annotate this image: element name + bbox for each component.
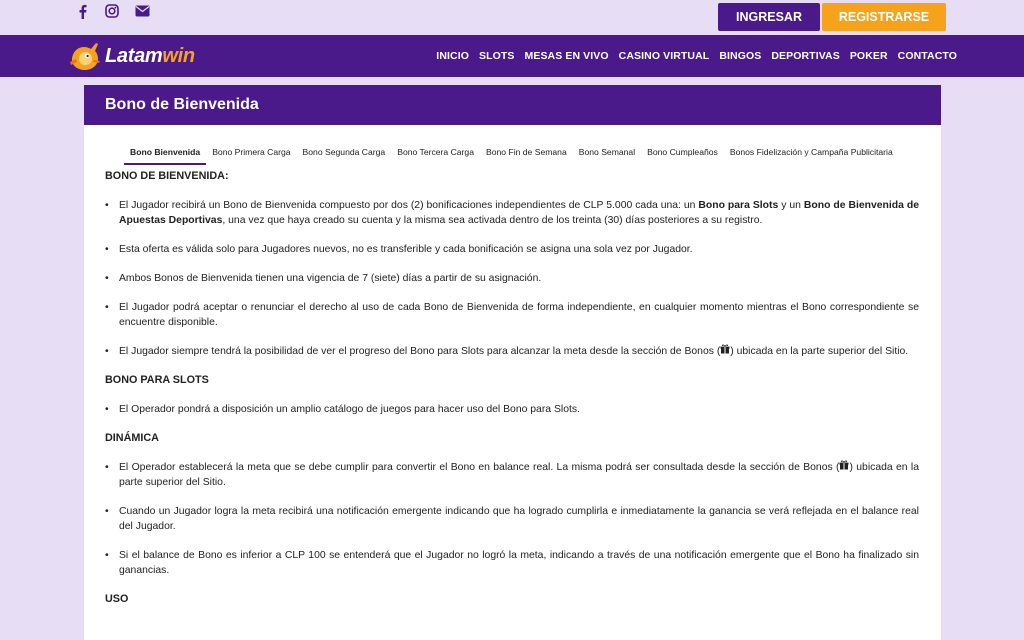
bullet: • xyxy=(105,550,109,561)
content-card xyxy=(84,85,941,640)
facebook-icon[interactable] xyxy=(74,3,90,19)
list-item-text: Ambos Bonos de Bienvenida tienen una vigencia de 7 (siete) días a partir de su asignación. xyxy=(119,273,542,284)
gift-icon xyxy=(720,344,730,354)
tab-bono-segunda-carga[interactable]: Bono Segunda Carga xyxy=(302,147,386,157)
list-item-text: Cuando un Jugador logra la meta recibirá una notificación emergente indicando que ha logrado cumplirla e inmediatamente la ganancia se verá reflejada en el balance real del Jugador. xyxy=(119,506,919,532)
list-item xyxy=(105,344,919,359)
section-heading: BONO PARA SLOTS xyxy=(105,374,209,386)
login-button[interactable]: INGRESAR xyxy=(718,3,820,31)
brand-name: Latamwin xyxy=(105,44,195,67)
social-links xyxy=(74,3,150,19)
tab-bonos-fidelizacion[interactable]: Bonos Fidelización y Campaña Publicitaria xyxy=(729,147,893,157)
instagram-icon[interactable] xyxy=(104,3,120,19)
bullet: • xyxy=(105,200,109,211)
section-heading: USO xyxy=(105,593,129,605)
main-nav xyxy=(436,35,957,77)
list-item xyxy=(105,242,919,257)
list-item xyxy=(105,460,919,490)
bullet: • xyxy=(105,462,109,473)
page-title: Bono de Bienvenida xyxy=(105,96,259,113)
list-item-text: El Jugador recibirá un Bono de Bienvenida compuesto por dos (2) bonificaciones independientes de CLP 5.000 cada una: un Bono para Slots y un Bono de Bienvenida de Apuestas Deportivas, una vez que haya creado su cuenta y la misma sea activada dentro de los treinta (30) días posteriores a su registro. xyxy=(119,200,919,226)
email-icon[interactable] xyxy=(134,3,150,19)
main-navbar xyxy=(0,35,1024,77)
section-heading: DINÁMICA xyxy=(105,432,159,444)
nav-casino-virtual[interactable]: CASINO VIRTUAL xyxy=(618,50,710,62)
bullet: • xyxy=(105,273,109,284)
bullet: • xyxy=(105,506,109,517)
bonus-tabs xyxy=(124,147,899,165)
card-header xyxy=(84,85,941,125)
brand-mascot-icon xyxy=(68,40,102,72)
list-item-text: Si el balance de Bono es inferior a CLP 100 se entenderá que el Jugador no logró la meta, indicando a través de una notificación emergente que el Bono ha finalizado sin ganancias. xyxy=(119,550,919,576)
list-item-text: Esta oferta es válida solo para Jugadores nuevos, no es transferible y cada bonificación se asigna una sola vez por Jugador. xyxy=(119,244,693,255)
nav-slots[interactable]: SLOTS xyxy=(478,50,515,62)
tab-bono-tercera-carga[interactable]: Bono Tercera Carga xyxy=(397,147,474,157)
nav-inicio[interactable]: INICIO xyxy=(436,50,469,62)
nav-bingos[interactable]: BINGOS xyxy=(719,50,762,62)
nav-poker[interactable]: POKER xyxy=(849,50,888,62)
tab-bono-cumpleanos[interactable]: Bono Cumpleaños xyxy=(647,147,718,157)
list-item xyxy=(105,402,919,417)
bullet: • xyxy=(105,346,109,357)
register-button[interactable]: REGISTRARSE xyxy=(822,3,946,31)
list-item-text: El Jugador siempre tendrá la posibilidad de ver el progreso del Bono para Slots para alcanzar la meta desde la sección de Bonos ( ) ubicada en la parte superior del Sitio. xyxy=(119,346,909,357)
nav-deportivas[interactable]: DEPORTIVAS xyxy=(771,50,840,62)
list-item xyxy=(105,548,919,578)
gift-icon xyxy=(839,460,849,470)
bullet: • xyxy=(105,404,109,415)
section-heading: BONO DE BIENVENIDA: xyxy=(105,170,229,182)
tab-bono-bienvenida[interactable]: Bono Bienvenida xyxy=(124,147,206,165)
terms-content xyxy=(105,169,919,621)
list-item xyxy=(105,300,919,330)
tab-bono-semanal[interactable]: Bono Semanal xyxy=(578,147,636,157)
list-item-text: El Operador establecerá la meta que se debe cumplir para convertir el Bono en balance real. La misma podrá ser consultada desde la sección de Bonos ( ) ubicada en la parte superior del Sitio. xyxy=(119,462,919,488)
list-item xyxy=(105,271,919,286)
nav-contacto[interactable]: CONTACTO xyxy=(897,50,957,62)
bullet: • xyxy=(105,244,109,255)
list-item xyxy=(105,504,919,534)
bullet: • xyxy=(105,302,109,313)
list-item-text: El Operador pondrá a disposición un amplio catálogo de juegos para hacer uso del Bono para Slots. xyxy=(119,404,580,415)
tab-bono-primera-carga[interactable]: Bono Primera Carga xyxy=(212,147,291,157)
tab-bono-fin-de-semana[interactable]: Bono Fin de Semana xyxy=(485,147,567,157)
nav-mesas-en-vivo[interactable]: MESAS EN VIVO xyxy=(524,50,609,62)
brand-logo[interactable] xyxy=(68,40,195,72)
top-bar xyxy=(0,0,1024,35)
list-item-text: El Jugador podrá aceptar o renunciar el derecho al uso de cada Bono de Bienvenida de forma independiente, en cualquier momento mientras el Bono correspondiente se encuentre disponible. xyxy=(119,302,919,328)
list-item xyxy=(105,198,919,228)
